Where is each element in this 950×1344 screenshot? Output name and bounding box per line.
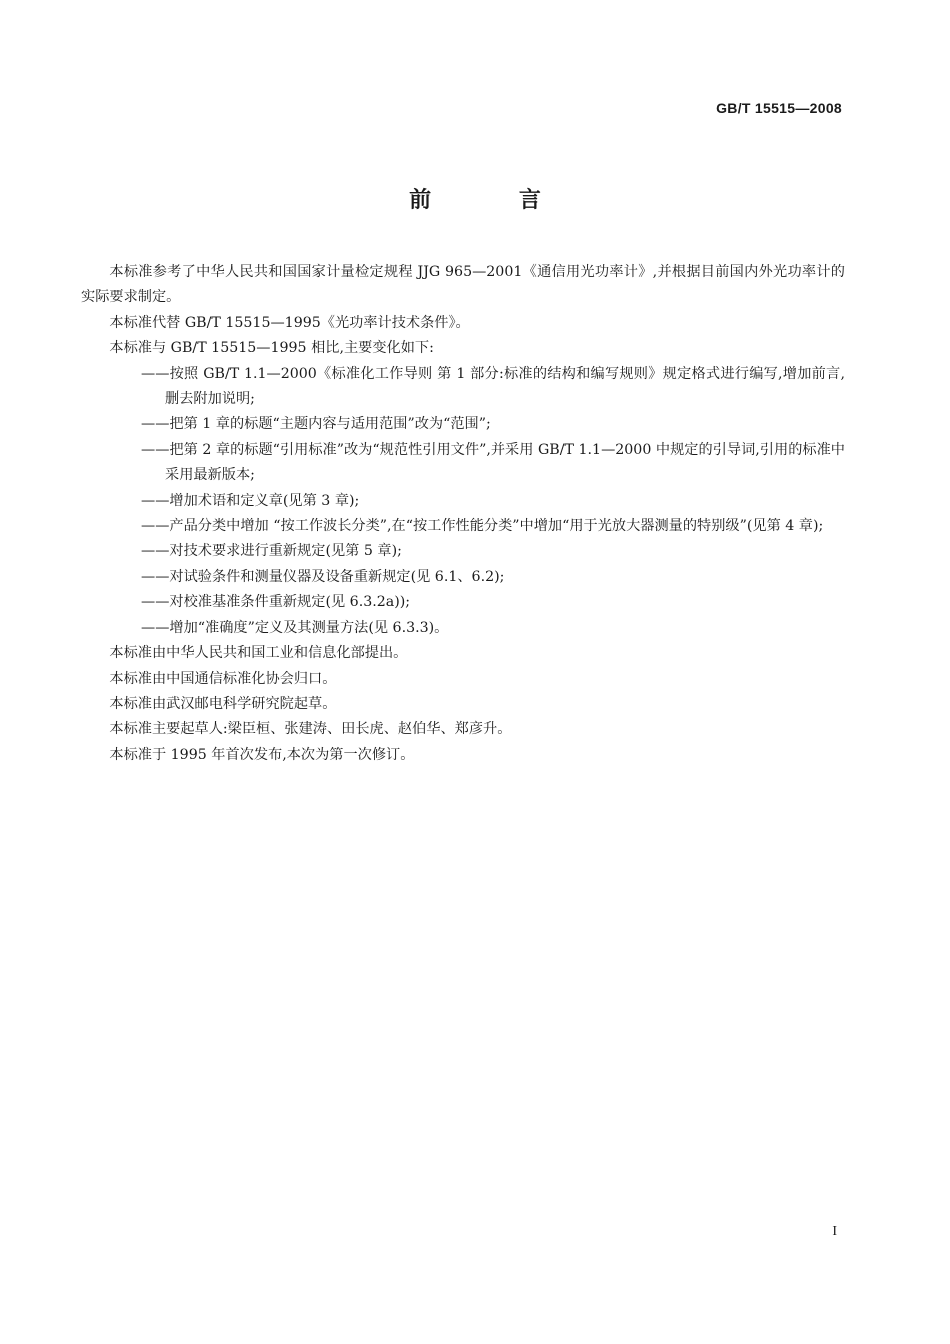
change-item: ——对校准基准条件重新规定(见 6.3.2a)); [141, 594, 411, 611]
change-item: ——产品分类中增加 “按工作波长分类”,在“按工作性能分类”中增加“用于光放大器测量的特别级”(见第 4 章); [141, 518, 824, 535]
paragraph-drafters: 本标准主要起草人:梁臣桓、张建涛、田长虎、赵伯华、郑彦升。 [109, 721, 512, 738]
paragraph-drafting-unit: 本标准由武汉邮电科学研究院起草。 [109, 695, 337, 712]
paragraph-changes-intro: 本标准与 GB/T 15515—1995 相比,主要变化如下: [109, 340, 434, 357]
change-item: ——对试验条件和测量仪器及设备重新规定(见 6.1、6.2); [141, 568, 505, 585]
page-number: I [832, 1224, 837, 1239]
paragraph-centralized: 本标准由中国通信标准化协会归口。 [109, 670, 337, 687]
change-item: ——对技术要求进行重新规定(见第 5 章); [141, 543, 402, 560]
change-item: ——增加术语和定义章(见第 3 章); [141, 492, 360, 509]
changes-list [81, 362, 845, 641]
change-item: ——增加“准确度”定义及其测量方法(见 6.3.3)。 [141, 619, 449, 636]
change-item: ——把第 2 章的标题“引用标准”改为“规范性引用文件”,并采用 GB/T 1.1—2000 中规定的引导词,引用的标准中采用最新版本; [141, 441, 845, 484]
paragraph-reference: 本标准参考了中华人民共和国国家计量检定规程 JJG 965—2001《通信用光功率计》,并根据目前国内外光功率计的实际要求制定。 [81, 264, 845, 306]
foreword-body [81, 260, 845, 768]
page-title: 前 言 [409, 188, 581, 213]
paragraph-replaces: 本标准代替 GB/T 15515—1995《光功率计技术条件》。 [109, 314, 470, 331]
change-item: ——把第 1 章的标题“主题内容与适用范围”改为“范围”; [141, 416, 491, 433]
paragraph-proposer: 本标准由中华人民共和国工业和信息化部提出。 [109, 645, 408, 662]
standard-number: GB/T 15515—2008 [716, 100, 842, 116]
paragraph-history: 本标准于 1995 年首次发布,本次为第一次修订。 [109, 746, 415, 763]
change-item: ——按照 GB/T 1.1—2000《标准化工作导则 第 1 部分:标准的结构和编写规则》规定格式进行编写,增加前言,删去附加说明; [141, 365, 845, 408]
